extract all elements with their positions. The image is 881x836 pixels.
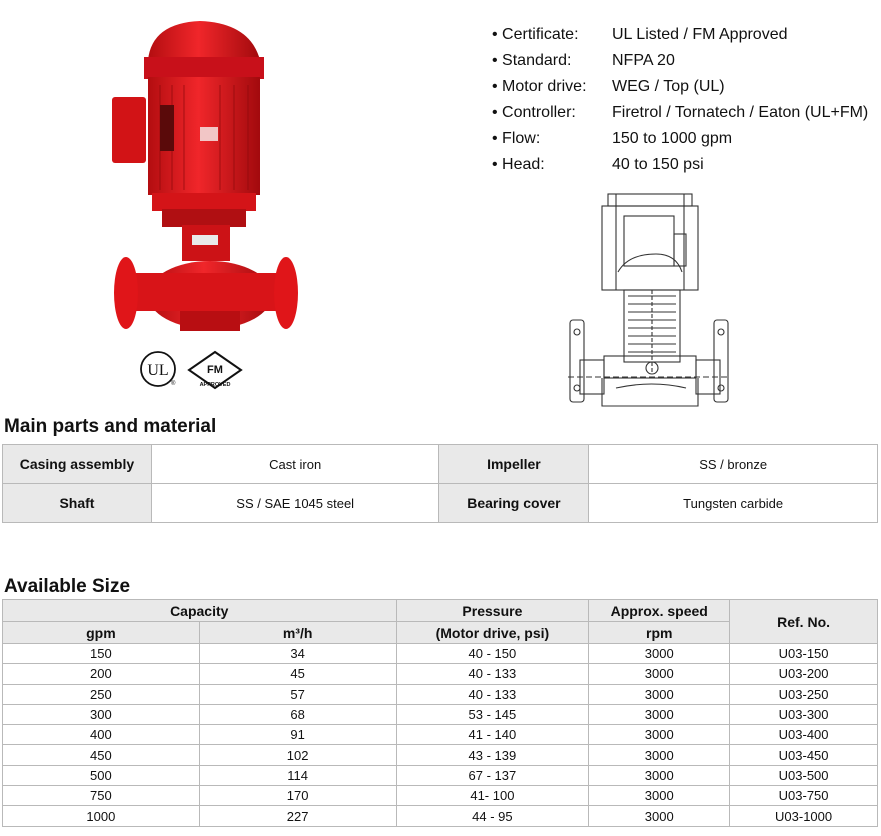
spec-row: • Certificate: UL Listed / FM Approved — [492, 22, 868, 48]
cell-rpm: 3000 — [589, 664, 730, 684]
fm-logo-text: FM — [207, 364, 223, 376]
spec-key: Motor drive: — [502, 78, 587, 95]
cell-psi: 40 - 133 — [396, 664, 589, 684]
header-ref: Ref. No. — [730, 600, 878, 644]
parts-table — [2, 444, 878, 523]
sizes-section-title: Available Size — [4, 576, 131, 597]
spec-row: • Motor drive: WEG / Top (UL) — [492, 74, 868, 100]
cell-psi: 67 - 137 — [396, 765, 589, 785]
part-name: Impeller — [439, 445, 589, 484]
spec-value: UL Listed / FM Approved — [612, 26, 788, 43]
header-rpm: rpm — [589, 622, 730, 644]
cell-gpm: 300 — [3, 704, 200, 724]
cell-gpm: 400 — [3, 725, 200, 745]
cell-rpm: 3000 — [589, 806, 730, 826]
cell-ref: U03-150 — [730, 644, 878, 664]
cell-psi: 53 - 145 — [396, 704, 589, 724]
spec-value: WEG / Top (UL) — [612, 78, 725, 95]
cell-psi: 40 - 150 — [396, 644, 589, 664]
pump-photo — [100, 15, 310, 345]
cell-psi: 41 - 140 — [396, 725, 589, 745]
cell-psi: 41- 100 — [396, 786, 589, 806]
spec-row: • Flow: 150 to 1000 gpm — [492, 126, 868, 152]
cell-gpm: 250 — [3, 684, 200, 704]
cell-rpm: 3000 — [589, 725, 730, 745]
cell-m3h: 45 — [199, 664, 396, 684]
table-row — [3, 786, 878, 806]
spec-key: Certificate: — [502, 26, 579, 43]
header-gpm: gpm — [3, 622, 200, 644]
cell-ref: U03-200 — [730, 664, 878, 684]
header-m3h: m³/h — [199, 622, 396, 644]
spec-value: 150 to 1000 gpm — [612, 130, 733, 147]
cell-gpm: 750 — [3, 786, 200, 806]
header-capacity: Capacity — [3, 600, 397, 622]
ul-logo — [138, 349, 178, 389]
cell-ref: U03-500 — [730, 765, 878, 785]
cell-psi: 40 - 133 — [396, 684, 589, 704]
spec-value: Firetrol / Tornatech / Eaton (UL+FM) — [612, 104, 869, 121]
table-row — [3, 684, 878, 704]
cell-rpm: 3000 — [589, 684, 730, 704]
cell-m3h: 57 — [199, 684, 396, 704]
spec-value: 40 to 150 psi — [612, 156, 704, 173]
spec-row: • Standard: NFPA 20 — [492, 48, 868, 74]
cell-gpm: 450 — [3, 745, 200, 765]
table-row — [3, 484, 878, 523]
part-name: Casing assembly — [3, 445, 152, 484]
cell-m3h: 102 — [199, 745, 396, 765]
pump-cross-section-drawing — [568, 192, 730, 412]
part-name: Bearing cover — [439, 484, 589, 523]
spec-key: Standard: — [502, 52, 572, 69]
header-pressure: Pressure — [396, 600, 589, 622]
part-material: SS / bronze — [589, 445, 878, 484]
cell-gpm: 150 — [3, 644, 200, 664]
header-speed: Approx. speed — [589, 600, 730, 622]
cell-ref: U03-450 — [730, 745, 878, 765]
cell-rpm: 3000 — [589, 644, 730, 664]
cell-m3h: 68 — [199, 704, 396, 724]
spec-value: NFPA 20 — [612, 52, 675, 69]
spec-key: Head: — [502, 156, 545, 173]
table-row — [3, 664, 878, 684]
fm-logo-sub: APPROVED — [199, 382, 231, 388]
cell-ref: U03-1000 — [730, 806, 878, 826]
cell-m3h: 91 — [199, 725, 396, 745]
cell-psi: 43 - 139 — [396, 745, 589, 765]
svg-text:®: ® — [171, 381, 176, 387]
spec-list — [492, 22, 868, 178]
part-material: Tungsten carbide — [589, 484, 878, 523]
cell-rpm: 3000 — [589, 786, 730, 806]
cell-ref: U03-750 — [730, 786, 878, 806]
table-row — [3, 745, 878, 765]
part-material: SS / SAE 1045 steel — [151, 484, 439, 523]
size-table — [2, 599, 878, 827]
cell-gpm: 500 — [3, 765, 200, 785]
spec-row: • Controller: Firetrol / Tornatech / Eaton (UL+FM) — [492, 100, 868, 126]
table-row — [3, 806, 878, 826]
cell-rpm: 3000 — [589, 704, 730, 724]
ul-logo-text: UL — [147, 362, 169, 379]
cell-rpm: 3000 — [589, 765, 730, 785]
spec-row: • Head: 40 to 150 psi — [492, 152, 868, 178]
cell-ref: U03-250 — [730, 684, 878, 704]
cell-gpm: 200 — [3, 664, 200, 684]
cell-ref: U03-300 — [730, 704, 878, 724]
cell-rpm: 3000 — [589, 745, 730, 765]
cell-m3h: 227 — [199, 806, 396, 826]
cell-psi: 44 - 95 — [396, 806, 589, 826]
table-header-row — [3, 600, 878, 622]
header-pressure-sub: (Motor drive, psi) — [396, 622, 589, 644]
spec-key: Controller: — [502, 104, 576, 121]
cell-m3h: 170 — [199, 786, 396, 806]
spec-key: Flow: — [502, 130, 541, 147]
parts-section-title: Main parts and material — [4, 416, 217, 437]
part-material: Cast iron — [151, 445, 439, 484]
table-row — [3, 445, 878, 484]
cell-m3h: 114 — [199, 765, 396, 785]
table-row — [3, 725, 878, 745]
part-name: Shaft — [3, 484, 152, 523]
cell-gpm: 1000 — [3, 806, 200, 826]
fm-logo — [185, 350, 245, 390]
table-row — [3, 644, 878, 664]
cell-ref: U03-400 — [730, 725, 878, 745]
cell-m3h: 34 — [199, 644, 396, 664]
table-row — [3, 704, 878, 724]
table-row — [3, 765, 878, 785]
